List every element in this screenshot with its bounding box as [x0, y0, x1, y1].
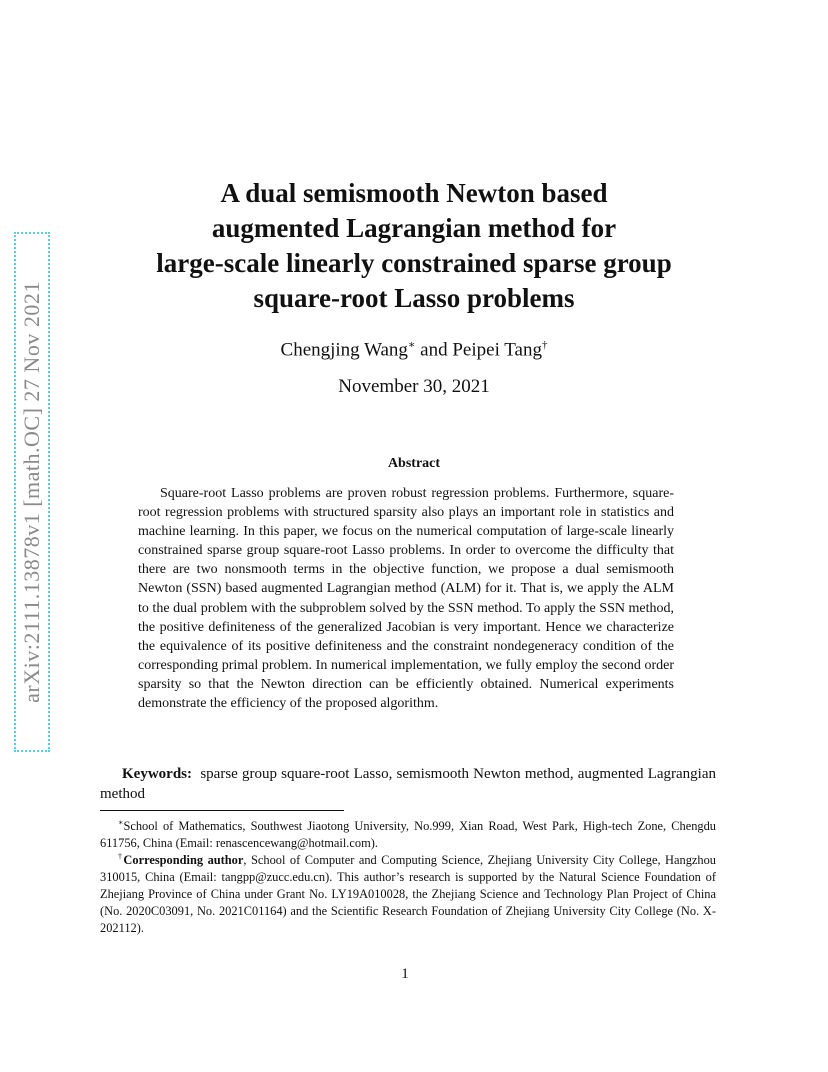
author-name: Peipei Tang: [452, 339, 542, 361]
author-connector: and: [415, 339, 453, 361]
abstract-heading: Abstract: [387, 456, 441, 471]
arxiv-identifier-stamp[interactable]: [14, 232, 50, 752]
title-line: A dual semismooth Newton based: [220, 178, 608, 208]
footnote-divider: [100, 810, 344, 811]
footnote-marker: ∗: [118, 818, 124, 827]
arxiv-identifier-text: arXiv:2111.13878v1 [math.OC] 27 Nov 2021: [19, 281, 45, 703]
title-line: square-root Lasso problems: [253, 283, 575, 313]
title-line: large-scale linearly constrained sparse group: [156, 248, 672, 278]
footnote-marker: †: [541, 339, 548, 351]
keywords-text: sparse group square-root Lasso, semismooth Newton method, augmented Lagrangian method: [100, 766, 717, 802]
keywords-section: [100, 764, 716, 804]
page-number: 1: [401, 966, 409, 982]
author-list: [90, 338, 738, 361]
abstract-text: Square-root Lasso problems are proven robust regression problems. Furthermore, square-root regression problems with structured sparsity also plays an important role in statistics and machine learning. In this paper, we focus on the numerical computation of large-scale linearly constrained sparse group square-root Lasso problems. In order to overcome the difficulty that there are two nonsmooth terms in the objective function, we propose a dual semismooth Newton (SSN) based augmented Lagrangian method (ALM) for it. That is, we apply the ALM to the dual problem with the subproblem solved by the SSN method. To apply the SSN method, the positive definiteness of the generalized Jacobian is very important. Hence we characterize the equivalence of its positive definiteness and the constraint nondegeneracy condition of the corresponding primal problem. In numerical implementation, we fully employ the second order sparsity so that the Newton direction can be efficiently obtained. Numerical experiments demonstrate the efficiency of the proposed algorithm.: [138, 486, 674, 712]
keywords-label: Keywords:: [122, 766, 192, 782]
footnote-affiliation-1: [100, 814, 716, 852]
author-name: Chengjing Wang: [280, 339, 408, 361]
paper-title: [90, 176, 738, 316]
title-line: augmented Lagrangian method for: [211, 213, 617, 243]
footnote-text: , School of Computer and Computing Science, Zhejiang University City College, Hangzhou 310015, China (Email: tangpp@zucc.edu.cn). This author’s research is supported by the Natural Science Foundation of Zhejiang Province of China under Grant No. LY19A010028, the Zhejiang Science and Technology Plan Project of China (No. 2020C03091, No. 2021C01164) and the Scientific Research Foundation of Zhejiang University City College (No. X-202112).: [100, 853, 716, 936]
footnote-affiliation-2: [100, 848, 716, 937]
footnote-marker: ∗: [407, 339, 416, 351]
publication-date: November 30, 2021: [338, 376, 490, 397]
footnote-bold-label: Corresponding author: [123, 853, 244, 868]
footnote-marker: †: [118, 852, 124, 861]
footnote-text: School of Mathematics, Southwest Jiaotong University, No.999, Xian Road, West Park, High-tech Zone, Chengdu 611756, China (Email: renascencewang@hotmail.com).: [100, 819, 716, 851]
